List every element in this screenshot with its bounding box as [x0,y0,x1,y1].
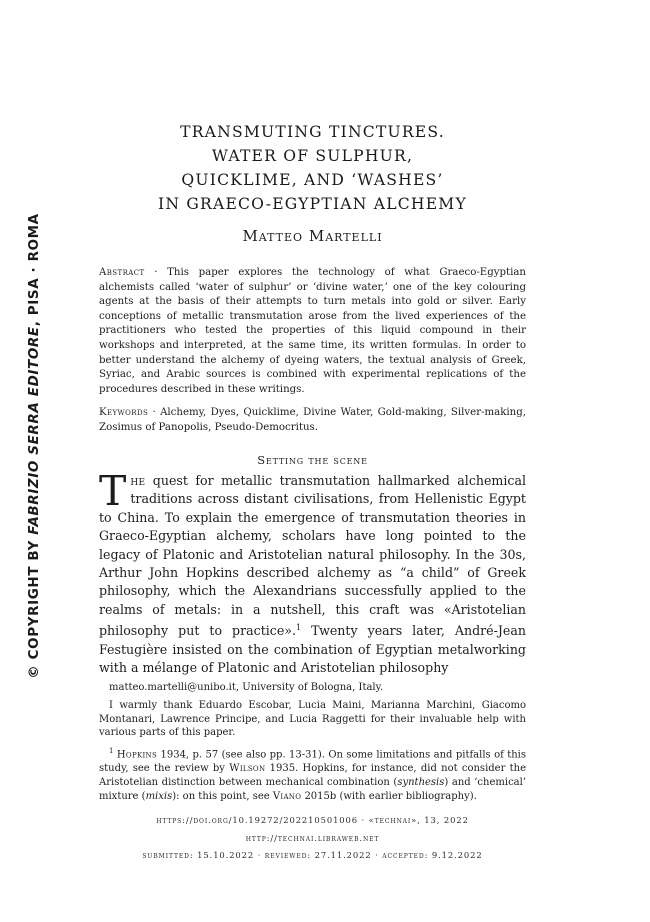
title-line-2: WATER OF SULPHUR, [211,147,414,165]
copyright-publisher: FABRIZIO SERRA EDITORE [26,326,42,535]
footnote-author-wilson: Wilson [229,763,266,775]
title-line-1: TRANSMUTING TINCTURES. [180,123,445,141]
body-text-1: quest for metallic transmutation hallmarked alchemical traditions across distant civilisations, from Hellenistic Egypt to China. To explain the emergence of transmutation theories in Graeco-Egyptian alchemy, scholars have long pointed to the legacy of Platonic and Aristotelian natural philosophy. In the 30s, Arthur John Hopkins described alchemy as “a child” of Greek philosophy, which the Alexandrians successfully applied to the realms of metals: in a nutshell, this craft was «Aristotelian philosophy put to practice». [99,473,526,639]
footnote-reference[interactable]: 1 [296,623,302,633]
lead-word: he [130,473,146,488]
footnote-text-1: 1934, p. 57 (see also pp. 13-31). On some limitations and pitfalls of this study, see the review by [99,749,526,775]
footnote-text-3: ) and ‘chemical’ mixture ( [99,777,527,802]
abstract-label: Abstract [99,267,145,278]
abstract-separator: · [144,267,168,278]
paper-title [99,120,526,216]
footnote-term-mixis: mixis [145,790,173,802]
footnote-author-hopkins: Hopkins [116,749,158,761]
copyright-vertical-notice [26,213,42,678]
footnote-text-5: 2015b (with earlier bibliography). [301,790,477,802]
body-paragraph [99,467,526,678]
copyright-prefix: © COPYRIGHT BY [26,534,42,679]
submission-dates: submitted: 15.10.2022 · reviewed: 27.11.2022 · accepted: 9.12.2022 [142,850,483,860]
keywords-separator: · [148,407,161,418]
footnote-1-number: 1 [109,747,114,756]
page-footer [99,812,526,865]
author-email-affiliation: matteo.martelli@unibo.it, University of Bologna, Italy. [109,682,384,693]
author-contact [99,681,526,695]
footnote-1 [99,745,526,804]
title-line-3: QUICKLIME, AND ‘WASHES’ [181,171,444,189]
acknowledgements [99,699,526,740]
keywords [99,406,526,435]
footnotes [99,681,526,808]
footnote-term-synthesis: synthesis [397,777,445,789]
doi-link[interactable]: https://doi.org/10.19272/202210501006 · «technai», 13, 2022 [156,815,469,825]
abstract [99,266,526,397]
title-line-4: IN GRAECO-EGYPTIAN ALCHEMY [158,195,467,213]
acknowledgements-text: I warmly thank Eduardo Escobar, Lucia Maini, Marianna Marchini, Giacomo Montanari, Lawrence Principe, and Lucia Raggetti for their invaluable help with various parts of this paper. [99,699,526,739]
footnote-author-viano: Viano [272,790,302,802]
keywords-label: Keywords [99,407,149,418]
copyright-suffix: , PISA · ROMA [26,213,42,327]
author-name: Matteo Martelli [242,227,383,245]
abstract-text: This paper explores the technology of what Graeco-Egyptian alchemists called ‘water of sulphur’ or ‘divine water,’ one of the key colouring agents at the basis of their attempts to turn metals into gold or silver. Early conceptions of metallic transmutation arose from the lived experiences of the practitioners who tested the properties of this liquid compound in their workshops and interpreted, at the same time, its written formulas. In order to better understand the alchemy of dyeing waters, the textual analysis of Greek, Syriac, and Arabic sources is combined with experimental replications of the procedures described in these writings. [99,267,526,395]
body-text-2: Twenty years later, André-Jean Festugière insisted on the combination of Egyptian metalworking with a mélange of Platonic and Aristotelian philosophy [99,623,526,676]
drop-cap: T [99,467,127,515]
footnote-text-2: 1935. Hopkins, for instance, did not consider the Aristotelian distinction between mechanical combination ( [99,763,527,789]
journal-website-link[interactable]: http://technai.libraweb.net [245,832,380,843]
keywords-text: Alchemy, Dyes, Quicklime, Divine Water, Gold-making, Silver-making, Zosimus of Panopolis, Pseudo-Democritus. [99,407,526,433]
footnote-text-4: ): on this point, see [172,790,273,802]
section-heading: Setting the scene [257,453,368,467]
